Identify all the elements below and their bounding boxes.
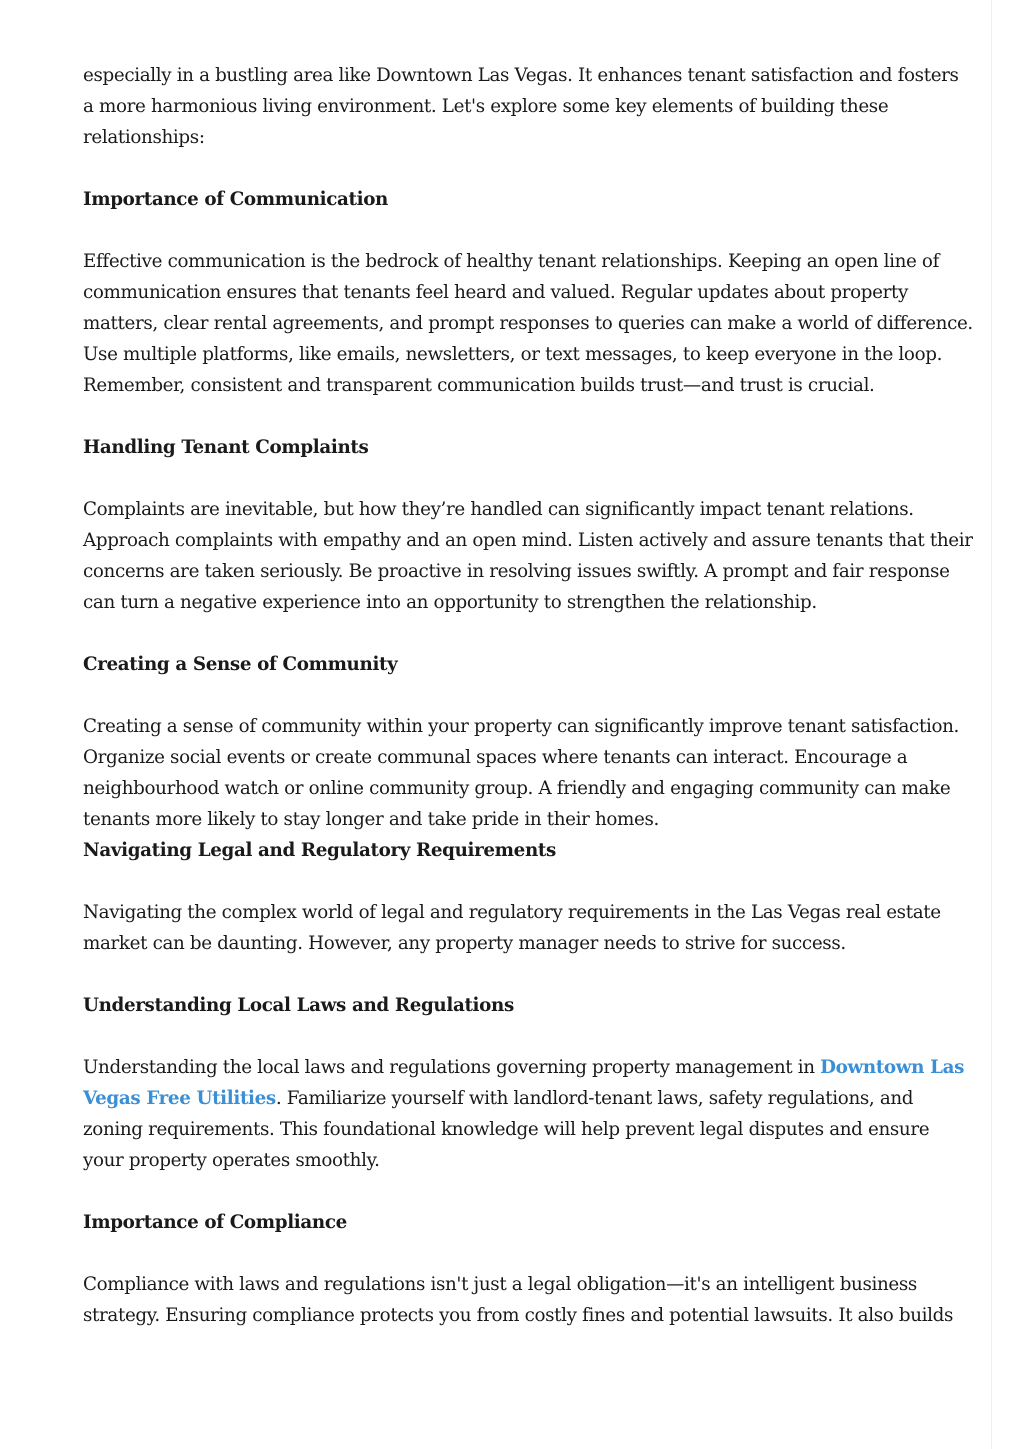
local-laws-text-after-link: . Familiarize yourself with landlord-tenant laws, safety regulations, and zoning requirements. This foundational knowledge will help prevent legal disputes and ensure your property operates smoothly. [83, 1088, 930, 1171]
heading-creating-sense-of-community: Creating a Sense of Community [83, 654, 398, 675]
heading-importance-of-compliance: Importance of Compliance [83, 1212, 347, 1233]
article-body [83, 60, 973, 1362]
downtown-las-vegas-free-utilities-link[interactable]: Downtown Las Vegas Free Utilities [83, 1057, 965, 1109]
heading-navigating-legal-requirements: Navigating Legal and Regulatory Requirements [83, 840, 556, 861]
heading-understanding-local-laws: Understanding Local Laws and Regulations [83, 995, 514, 1016]
intro-paragraph: especially in a bustling area like Downtown Las Vegas. It enhances tenant satisfaction and fosters a more harmonious living environment. Let's explore some key elements of building these relationships: [83, 65, 959, 148]
paragraph-local-laws [83, 1052, 973, 1176]
heading-importance-of-communication: Importance of Communication [83, 189, 388, 210]
paragraph-community: Creating a sense of community within your property can significantly improve tenant satisfaction. Organize social events or create communal spaces where tenants can interact. Encourage a neighbourhood watch or online community group. A friendly and engaging community can make tenants more likely to stay longer and take pride in their homes. [83, 716, 959, 830]
paragraph-compliance: Compliance with laws and regulations isn't just a legal obligation—it's an intelligent business strategy. Ensuring compliance protects you from costly fines and potential lawsuits. It also builds [83, 1274, 954, 1326]
local-laws-text-before-link: Understanding the local laws and regulations governing property management in [83, 1057, 821, 1078]
paragraph-complaints: Complaints are inevitable, but how they’re handled can significantly impact tenant relations. Approach complaints with empathy and an open mind. Listen actively and assure tenants that their concerns are taken seriously. Be proactive in resolving issues swiftly. A prompt and fair response can turn a negative experience into an opportunity to strengthen the relationship. [83, 499, 973, 613]
heading-handling-tenant-complaints: Handling Tenant Complaints [83, 437, 369, 458]
page-edge-divider [991, 0, 992, 1449]
paragraph-legal: Navigating the complex world of legal and regulatory requirements in the Las Vegas real estate market can be daunting. However, any property manager needs to strive for success. [83, 902, 941, 954]
paragraph-communication: Effective communication is the bedrock of healthy tenant relationships. Keeping an open line of communication ensures that tenants feel heard and valued. Regular updates about property matters, clear rental agreements, and prompt responses to queries can make a world of difference. Use multiple platforms, like emails, newsletters, or text messages, to keep everyone in the loop. Remember, consistent and transparent communication builds trust—and trust is crucial. [83, 251, 973, 396]
